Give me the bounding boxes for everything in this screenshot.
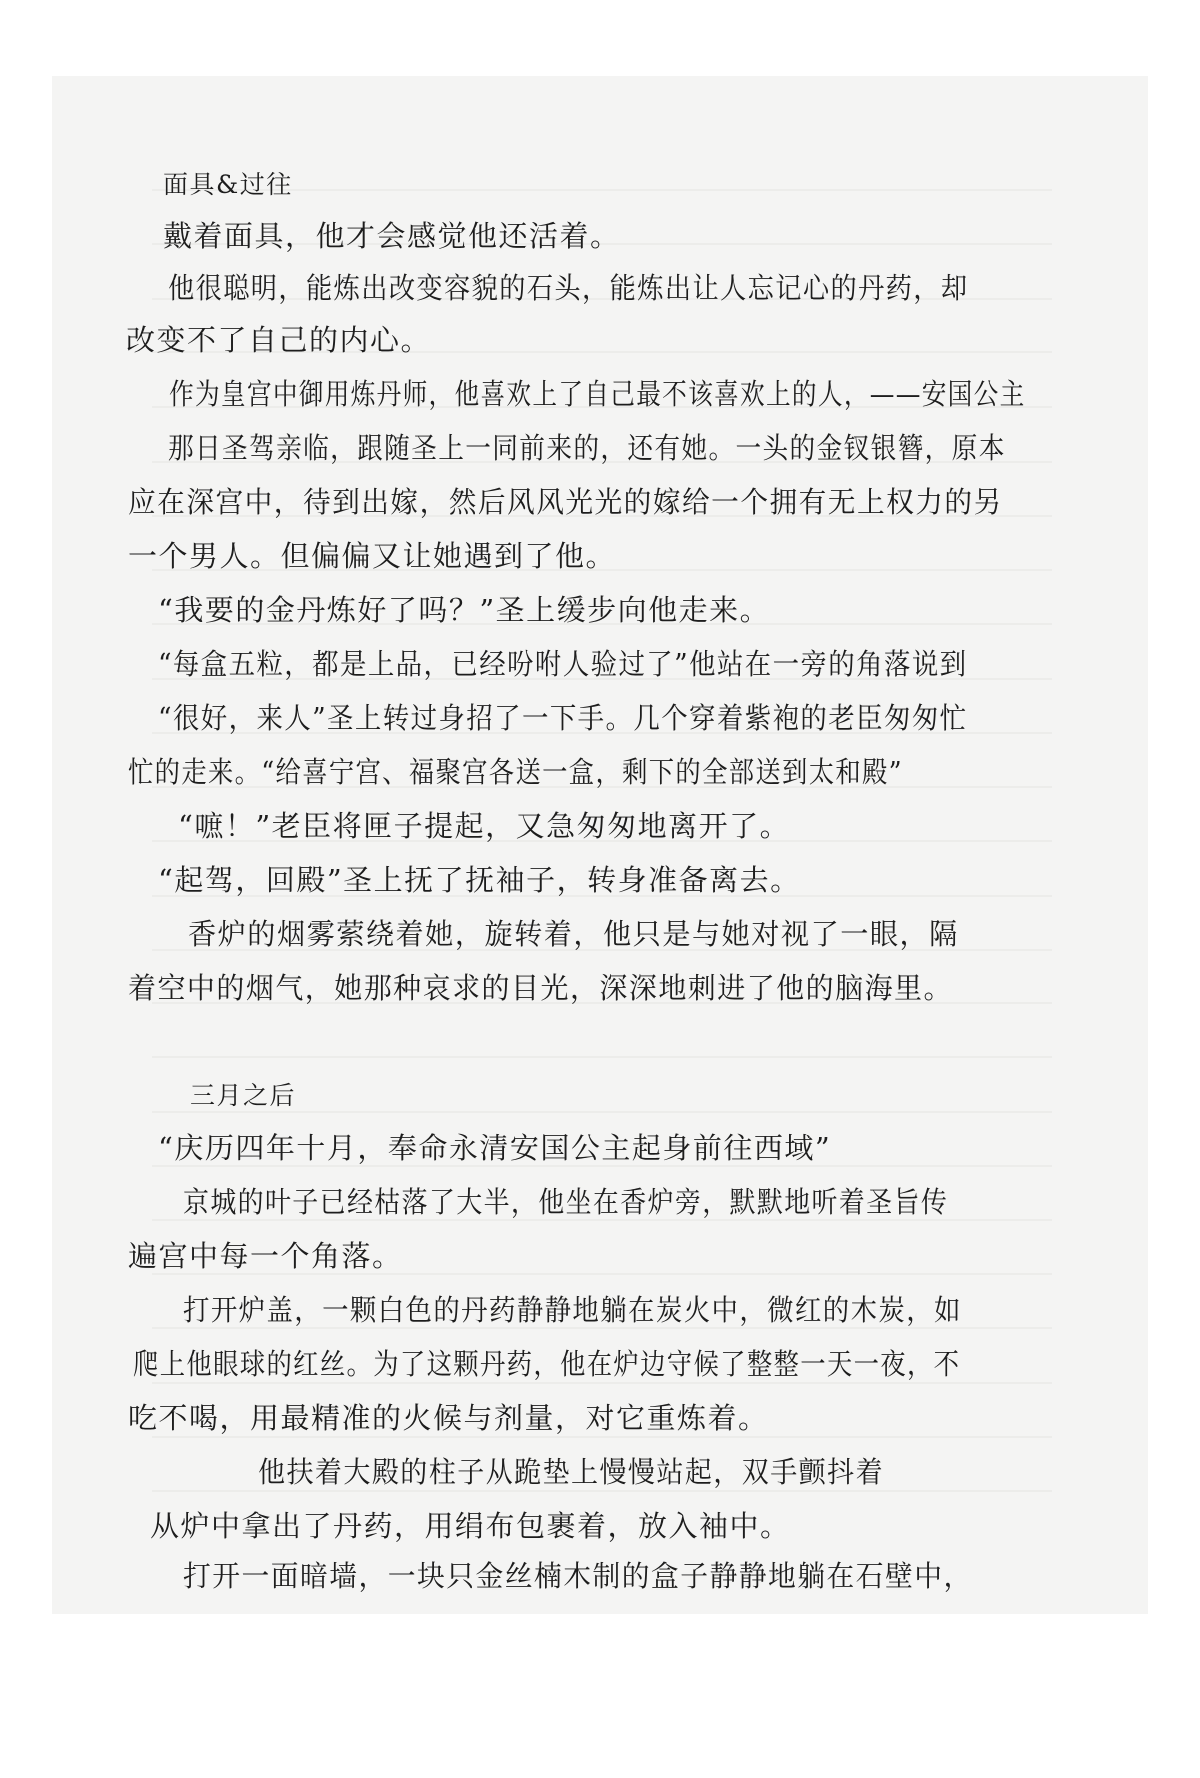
paragraph-line: 应在深宫中，待到出嫁，然后风风光光的嫁给一个拥有无上权力的另 <box>128 485 1003 519</box>
paragraph-line: 一个男人。但偏偏又让她遇到了他。 <box>128 539 617 573</box>
dialogue-line: “很好，来人”圣上转过身招了一下手。几个穿着紫袍的老臣匆匆忙 <box>158 701 968 735</box>
dialogue-line: “嗻！”老臣将匣子提起，又急匆匆地离开了。 <box>178 809 791 843</box>
paragraph-line: 香炉的烟雾萦绕着她，旋转着，他只是与她对视了一眼，隔 <box>188 917 959 951</box>
paragraph-line: 京城的叶子已经枯落了大半，他坐在香炉旁，默默地听着圣旨传 <box>183 1185 949 1219</box>
paragraph-line: 打开一面暗墙，一块只金丝楠木制的盒子静静地躺在石壁中， <box>183 1559 973 1593</box>
paragraph-line: 戴着面具，他才会感觉他还活着。 <box>163 219 621 253</box>
paragraph-line: 吃不喝，用最精准的火候与剂量，对它重炼着。 <box>128 1401 769 1435</box>
paragraph-line: 爬上他眼球的红丝。为了这颗丹药，他在炉边守候了整整一天一夜，不 <box>133 1347 961 1381</box>
paragraph-line: 打开炉盖，一颗白色的丹药静静地躺在炭火中，微红的木炭，如 <box>183 1293 962 1327</box>
paragraph-line: 那日圣驾亲临，跟随圣上一同前来的，还有她。一头的金钗银簪，原本 <box>168 431 1006 465</box>
dialogue-line: “起驾，回殿”圣上抚了抚袖子，转身准备离去。 <box>158 863 801 897</box>
paragraph-line: 作为皇宫中御用炼丹师，他喜欢上了自己最不该喜欢上的人，——安国公主 <box>169 377 1026 411</box>
section-heading-mask-past: 面具&过往 <box>163 170 293 199</box>
paragraph-line: 他扶着大殿的柱子从跪垫上慢慢站起，双手颤抖着 <box>258 1455 885 1489</box>
paragraph-line: 从炉中拿出了丹药，用绢布包裹着，放入袖中。 <box>150 1509 791 1543</box>
dialogue-line: “我要的金丹炼好了吗？”圣上缓步向他走来。 <box>158 593 771 627</box>
paragraph-line: 改变不了自己的内心。 <box>126 323 432 357</box>
dialogue-line: “庆历四年十月，奉命永清安国公主起身前往西域” <box>158 1131 832 1165</box>
paragraph-line: 他很聪明，能炼出改变容貌的石头，能炼出让人忘记心的丹药，却 <box>168 271 969 305</box>
paragraph-line: 遍宫中每一个角落。 <box>128 1239 403 1273</box>
paragraph-line: 着空中的烟气，她那种哀求的目光，深深地刺进了他的脑海里。 <box>128 971 953 1005</box>
dialogue-line: “每盒五粒，都是上品，已经吩咐人验过了”他站在一旁的角落说到 <box>158 647 968 681</box>
section-heading-three-months-later: 三月之后 <box>190 1081 297 1110</box>
dialogue-line: 忙的走来。“给喜宁宫、福聚宫各送一盒，剩下的全部送到太和殿” <box>128 755 903 789</box>
